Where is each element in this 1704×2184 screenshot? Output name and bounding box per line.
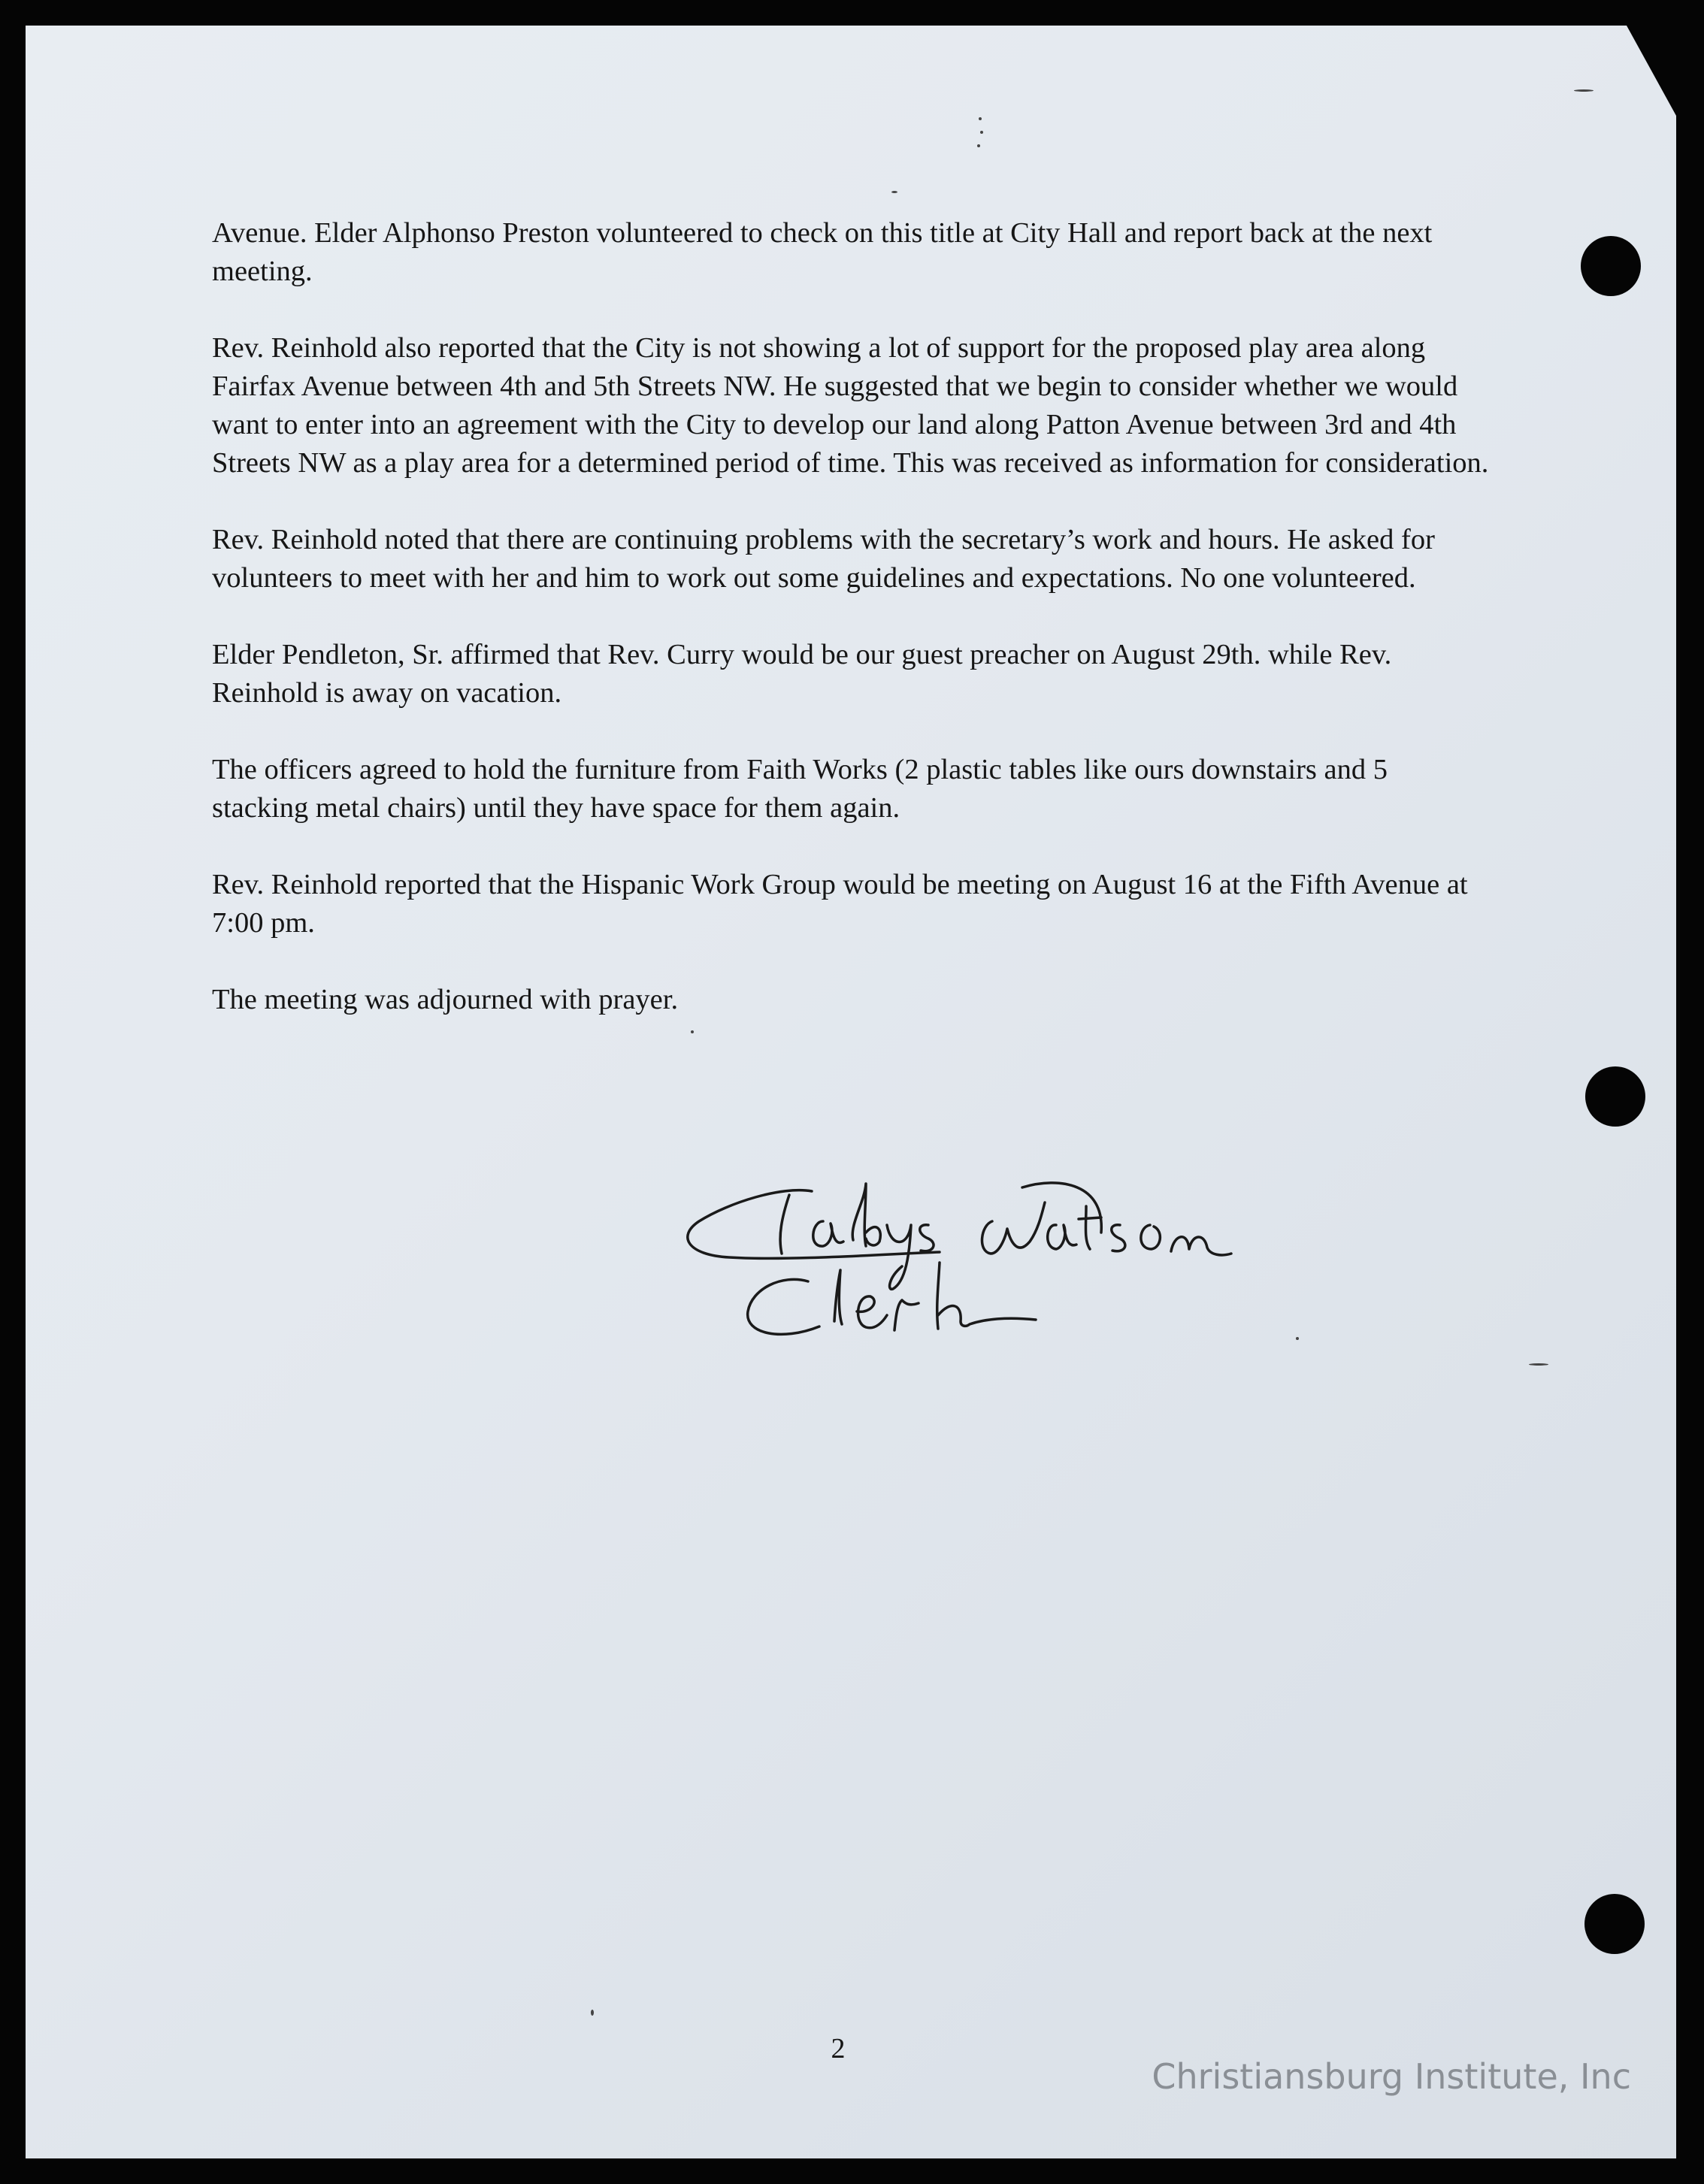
page-number: 2 [831, 2033, 846, 2065]
paragraph-play-area: Rev. Reinhold also reported that the City is not showing a lot of support for the proposed play area along Fairfax Avenue between 4th and 5th Streets NW. He suggested that we begin to consider whether we would want to enter into an agreement with the City to develop our land along Patton Avenue between 3rd and 4th Streets NW as a play area for a determined period of time. This was received as information for consideration. [212, 332, 1489, 479]
paper-speck [977, 144, 980, 147]
paragraph-secretary: Rev. Reinhold noted that there are continuing problems with the secretary’s work and hours. He asked for volunteers to meet with her and him to work out some guidelines and expectations. No one volunteered. [212, 524, 1435, 594]
paragraph-adjourned: The meeting was adjourned with prayer. [212, 984, 679, 1015]
paragraph-furniture: The officers agreed to hold the furniture from Faith Works (2 plastic tables like ours downstairs and 5 stacking metal chairs) until they have space for them again. [212, 754, 1388, 824]
paragraph-hispanic-work-group: Rev. Reinhold reported that the Hispanic Work Group would be meeting on August 16 at the Fifth Avenue at 7:00 pm. [212, 869, 1468, 939]
paper-speck [1529, 1363, 1548, 1366]
paper-speck [591, 2010, 594, 2016]
minutes-body [212, 214, 1490, 1057]
paragraph-guest-preacher: Elder Pendleton, Sr. affirmed that Rev. Curry would be our guest preacher on August 29th. while Rev. Reinhold is away on vacation. [212, 639, 1392, 709]
paper-speck [1296, 1337, 1299, 1340]
paper-speck [980, 131, 983, 134]
archive-watermark: Christiansburg Institute, Inc [1152, 2056, 1631, 2097]
punch-hole-bottom [1584, 1894, 1645, 1954]
paper-speck [891, 191, 897, 193]
punch-hole-middle [1585, 1066, 1645, 1127]
paragraph-title-check: Avenue. Elder Alphonso Preston volunteered to check on this title at City Hall and report back at the next meeting. [212, 217, 1433, 287]
paper-speck [1574, 89, 1594, 92]
punch-hole-top [1581, 236, 1641, 296]
handwritten-signature [669, 1150, 1270, 1375]
paper-speck [979, 117, 982, 120]
